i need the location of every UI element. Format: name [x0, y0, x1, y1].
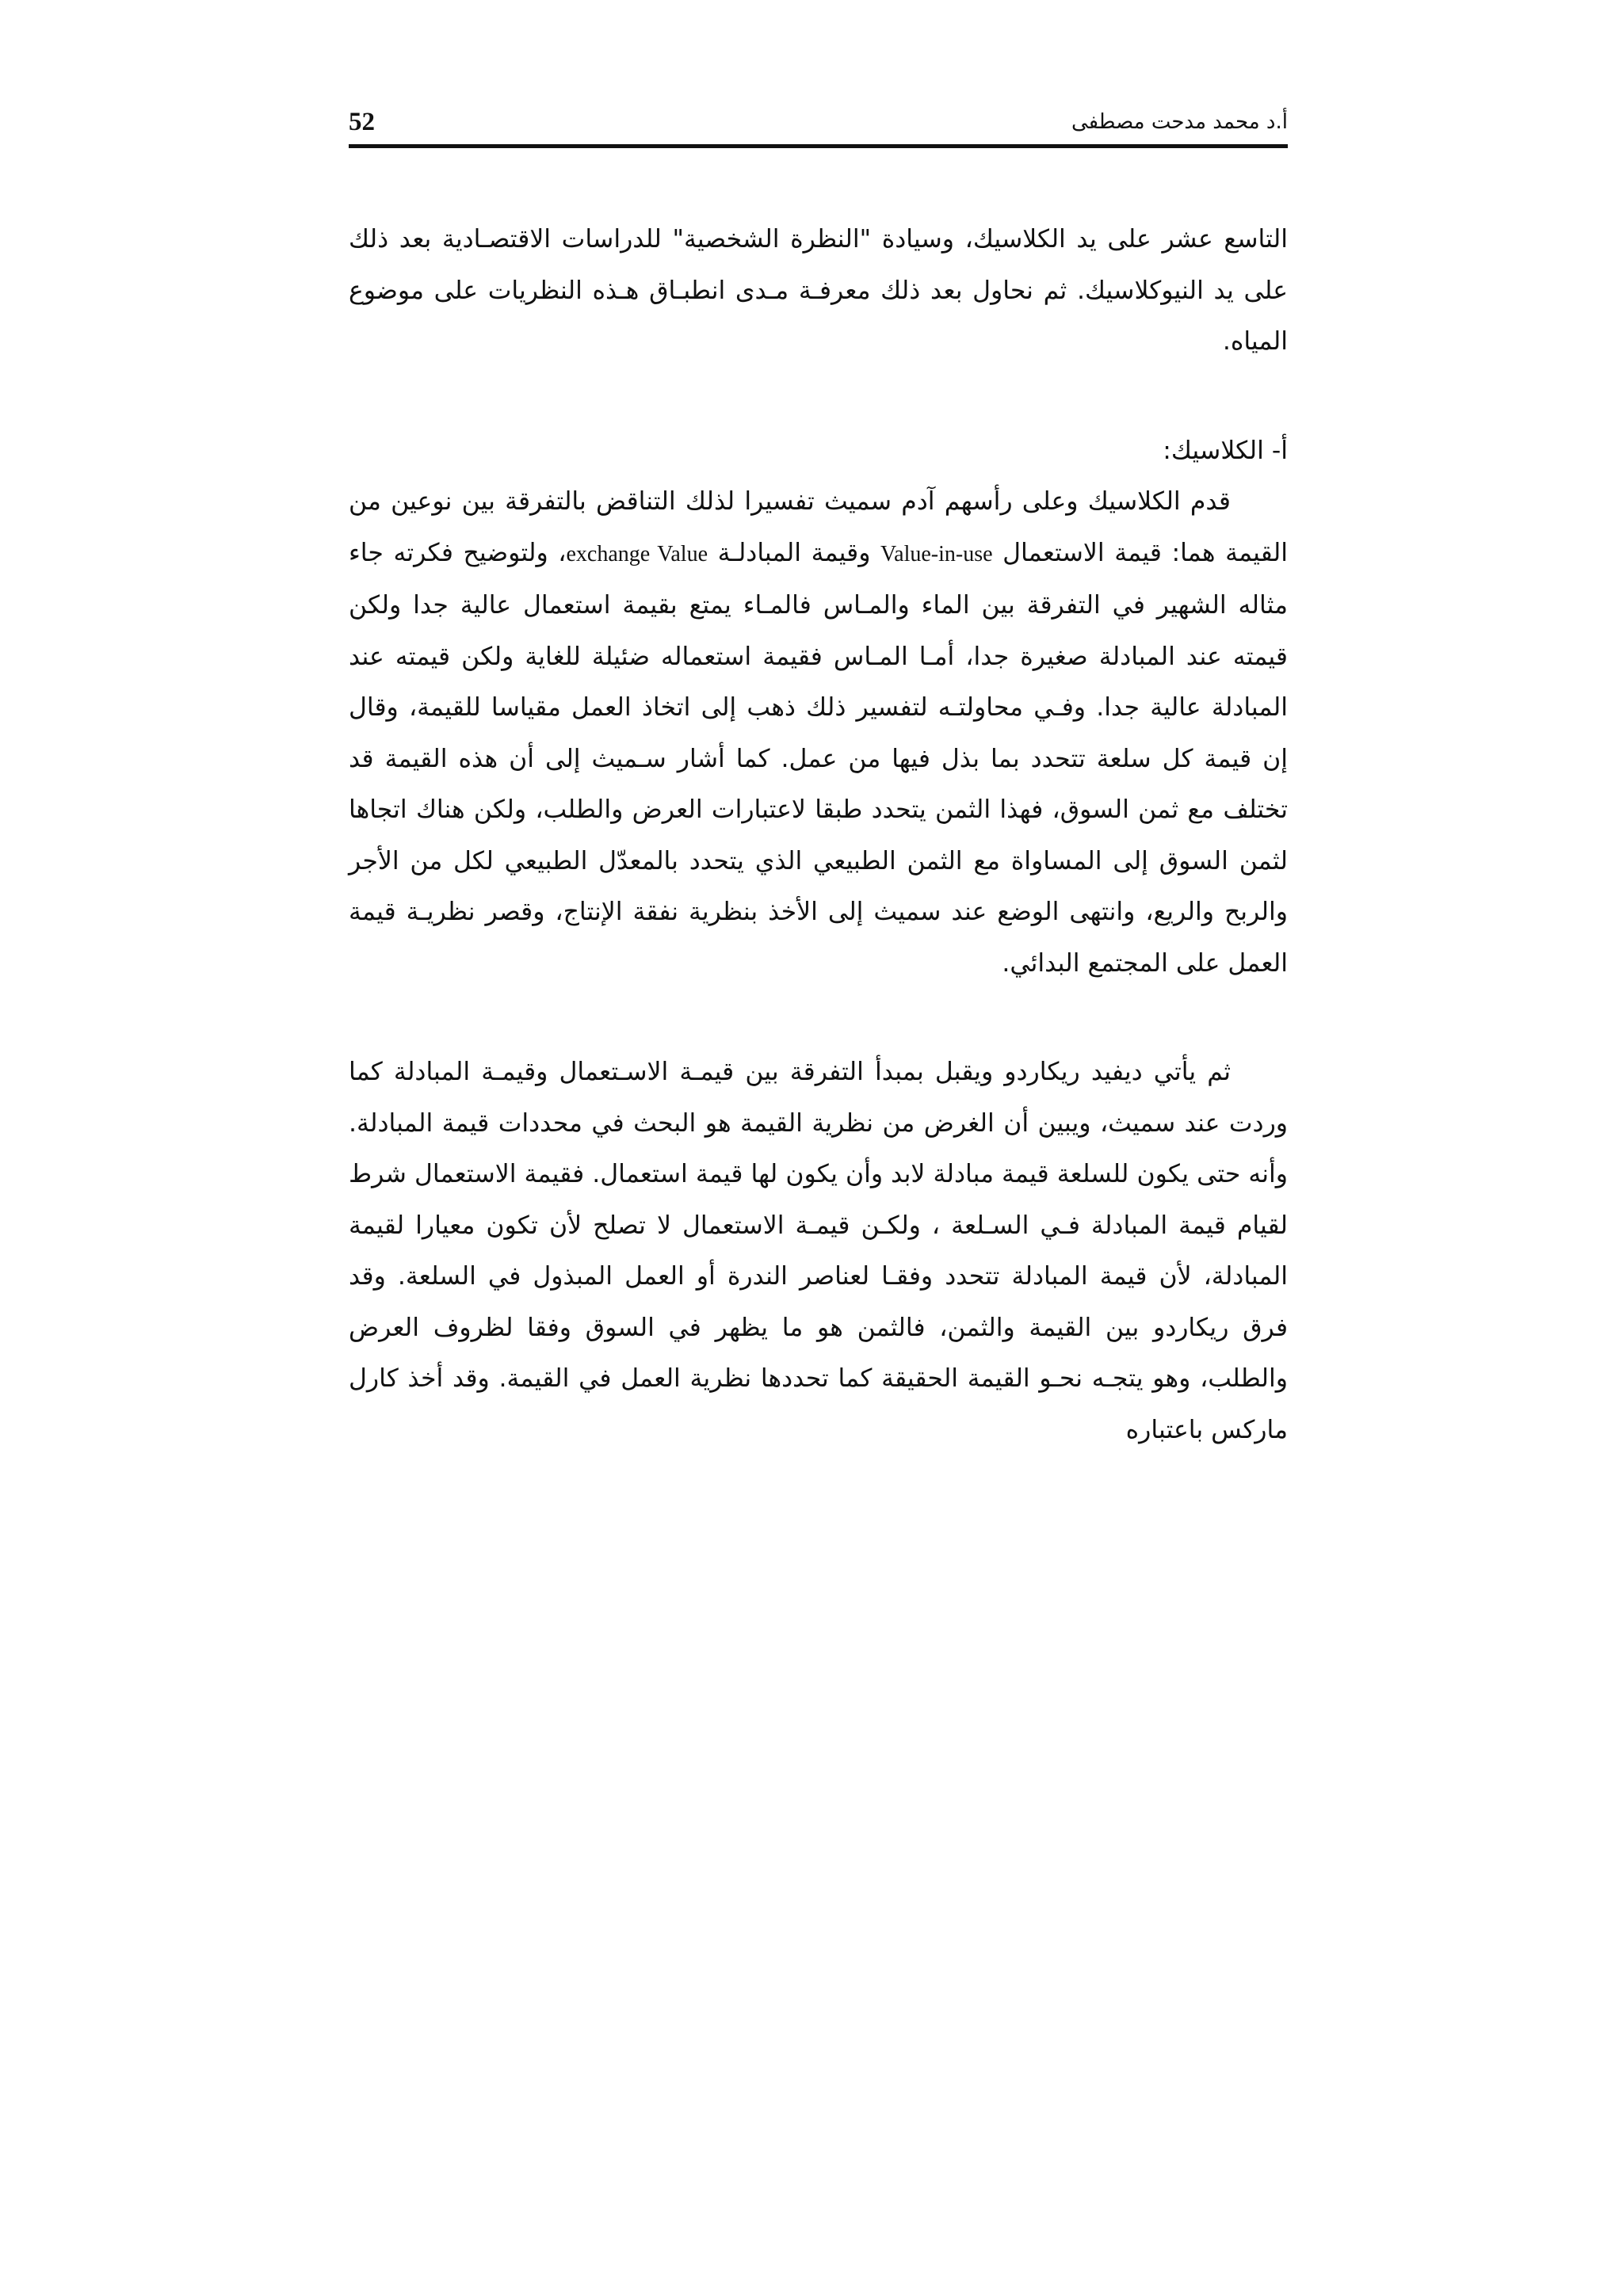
intro-paragraph: التاسع عشر على يد الكلاسيك، وسيادة "النظرة الشخصية" للدراسات الاقتصـادية بعد ذلك على يد النيوكلاسيك. ثم نحاول بعد ذلك معرفـة مـدى انطبـاق هـذه النظريات على موضوع المياه. — [349, 225, 1288, 356]
term-exchange-value: exchange Value — [566, 541, 708, 566]
term-value-in-use: Value-in-use — [880, 541, 993, 566]
running-head-author: أ.د محمد مدحت مصطفى — [1071, 110, 1288, 134]
section-heading: أ- الكلاسيك: — [1163, 436, 1288, 465]
body-text — [349, 214, 1288, 1455]
paragraph-classics-part-c: ، ولتوضيح فكرته جاء مثاله الشهير في التفرقة بين الماء والمـاس فالمـاء يمتع بقيمة استعمال عالية جدا ولكن قيمته عند المبادلة صغيرة جدا، أمـا المـاس فقيمة استعماله ضئيلة للغاية ولكن قيمته عند المبادلة عالية جدا. وفـي محاولتـه لتفسير ذلك ذهب إلى اتخاذ العمل مقياسا للقيمة، وقال إن قيمة كل سلعة تتحدد بما بذل فيها من عمل. كما أشار سـميث إلى أن هذه القيمة قد تختلف مع ثمن السوق، فهذا الثمن يتحدد طبقا لاعتبارات العرض والطلب، ولكن هناك اتجاها لثمن السوق إلى المساواة مع الثمن الطبيعي الذي يتحدد بالمعدّل الطبيعي لكل من الأجر والربح والريع، وانتهى الوضع عند سميث إلى الأخذ بنظرية نفقة الإنتاج، وقصر نظريـة قيمة العمل على المجتمع البدائي. — [349, 538, 1288, 978]
page-number: 52 — [349, 108, 375, 136]
page-header — [349, 101, 1288, 146]
paragraph-classics-part-b: وقيمة المبادلـة — [708, 538, 881, 567]
paragraph-classics-part-a: قدم الكلاسيك وعلى رأسهم آدم سميث تفسيرا لذلك التناقض بالتفرقة بين نوعين من القيمة هما: قيمة الاستعمال — [349, 487, 1288, 567]
paragraph-ricardo: ثم يأتي ديفيد ريكاردو ويقبل بمبدأ التفرقة بين قيمـة الاسـتعمال وقيمـة المبادلة كما وردت عند سميث، ويبين أن الغرض من نظرية القيمة هو البحث في محددات قيمة المبادلة. وأنه حتى يكون للسلعة قيمة مبادلة لابد وأن يكون لها قيمة استعمال. فقيمة الاستعمال شرط لقيام قيمة المبادلة فـي السـلعة ، ولكـن قيمـة الاستعمال لا تصلح لأن تكون معيارا لقيمة المبادلة، لأن قيمة المبادلة تتحدد وفقـا لعناصر الندرة أو العمل المبذول في السلعة. وقد فرق ريكاردو بين القيمة والثمن، فالثمن هو ما يظهر في السوق وفقا لظروف العرض والطلب، وهو يتجـه نحـو القيمة الحقيقة كما تحددها نظرية العمل في القيمة. وقد أخذ كارل ماركس باعتباره — [349, 1058, 1288, 1444]
header-rule — [349, 144, 1288, 148]
paragraph-classics — [349, 476, 1288, 989]
